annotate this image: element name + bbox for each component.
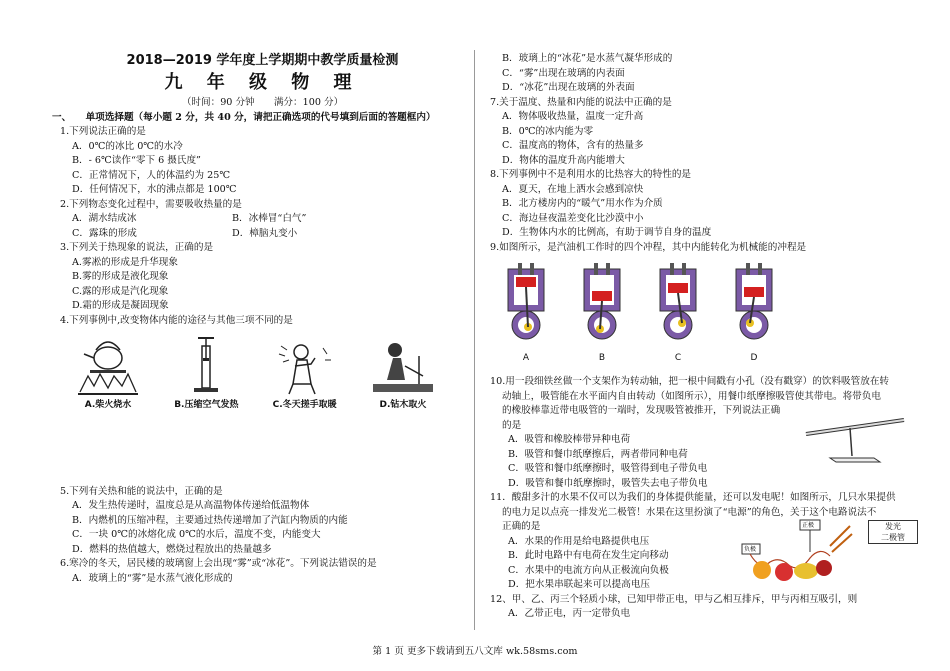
- q12-option-a: A．乙带正电，丙一定带负电: [508, 608, 631, 619]
- question-8: 8.下列事例中不是利用水的比热容大的特性的是: [490, 169, 692, 180]
- question-10-line-3: 的橡胶棒靠近带电吸管的一端时，发现吸管被推开，下列说法正确: [502, 405, 781, 416]
- q3-option-b: B.雾的形成是液化现象: [72, 271, 169, 282]
- question-1: 1.下列说法正确的是: [60, 126, 146, 137]
- q1-option-b: B．- 6℃读作“零下 6 摄氏度”: [72, 155, 201, 166]
- led-label-line-1: 发光: [885, 522, 901, 531]
- air-pump-icon: [168, 336, 244, 396]
- q10-option-a: A．吸管和橡胶棒带异种电荷: [508, 434, 631, 445]
- q11-option-a: A．水果的作用是给电路提供电压: [508, 535, 650, 547]
- q4-figures: [68, 336, 443, 413]
- q4-figure-b-caption: B.压缩空气发热: [174, 400, 239, 410]
- engine-stroke-d: [722, 261, 786, 365]
- question-4: 4.下列事例中,改变物体内能的途径与其他三项不同的是: [60, 314, 293, 326]
- question-11-line-3: 正确的是: [502, 521, 541, 532]
- positive-terminal-label: 正极: [802, 522, 815, 529]
- q11-option-d: D．把水果串联起来可以提高电压: [508, 579, 651, 590]
- q8-option-d: D．生物体内水的比例高，有助于调节自身的温度: [502, 227, 712, 238]
- exam-title: 2018—2019 学年度上学期期中教学质量检测: [126, 53, 399, 68]
- q8-option-a: A．夏天，在地上洒水会感到凉快: [502, 183, 644, 195]
- q4-figure-d-caption: D.钻木取火: [379, 400, 427, 410]
- left-column: [52, 52, 465, 586]
- question-9: 9.如图所示，是汽油机工作时的四个冲程，其中内能转化为机械能的冲程是: [490, 241, 807, 253]
- straw-pivot-figure: [800, 418, 910, 466]
- q8-option-c: C．海边昼夜温差变化比沙漠中小: [502, 212, 644, 224]
- q4-figure-c: [265, 336, 345, 413]
- q2-options-row-1: [72, 212, 465, 227]
- q7-option-b: B．0℃的冰内能为零: [502, 125, 594, 137]
- negative-terminal-label: 负极: [744, 546, 757, 553]
- section-1-heading: 一、 单项选择题（每小题 2 分，共 40 分，请把正确选项的代号填到后面的答题框内）: [52, 111, 436, 123]
- q3-option-d: D.霜的形成是凝固现象: [72, 300, 169, 311]
- q4-figure-a: [68, 336, 148, 413]
- engine-stroke-c: [646, 261, 710, 365]
- engine-cylinder-icon: [570, 261, 634, 345]
- q1-option-c: C．正常情况下，人的体温约为 25℃: [72, 169, 231, 181]
- question-10-line-2: 动轴上，吸管能在水平面内自由转动（如图所示），用餐巾纸摩擦吸管使其带电。将带负电: [502, 390, 881, 402]
- q5-option-c: C．一块 0℃的冰熔化成 0℃的水后，温度不变，内能变大: [72, 529, 321, 540]
- q3-option-a: A.雾凇的形成是升华现象: [72, 256, 178, 268]
- question-3: 3.下列关于热现象的说法，正确的是: [60, 242, 214, 253]
- question-7: 7.关于温度、热量和内能的说法中正确的是: [490, 96, 672, 108]
- exam-subject: 九 年 级 物 理: [164, 72, 361, 93]
- q9-engine-figures: [494, 261, 900, 365]
- q7-option-a: A．物体吸收热量，温度一定升高: [502, 111, 644, 122]
- fruit-battery-figure: [740, 516, 860, 586]
- question-12: 12、甲、乙、丙三个轻质小球，已知甲带正电，甲与乙相互排斥，甲与丙相互吸引，则: [490, 593, 858, 605]
- q11-option-c: C．水果中的电流方向从正极流向负极: [508, 564, 669, 576]
- q4-figure-a-caption: A.柴火烧水: [84, 400, 132, 410]
- q2-option-c: C．露珠的形成: [72, 227, 137, 239]
- question-5: 5.下列有关热和能的说法中，正确的是: [60, 485, 223, 497]
- q6-option-b: B．玻璃上的“冰花”是水蒸气凝华形成的: [502, 53, 673, 64]
- engine-stroke-a: [494, 261, 558, 365]
- q2-options-row-2: [72, 227, 465, 242]
- q10-option-b: B．吸管和餐巾纸摩擦后，两者带同种电荷: [508, 448, 688, 460]
- engine-stroke-b: [570, 261, 634, 365]
- engine-cylinder-icon: [722, 261, 786, 345]
- q6-option-d: D．“冰花”出现在玻璃的外表面: [502, 82, 635, 93]
- rubbing-hands-icon: [267, 336, 343, 396]
- q2-option-a: A．湖水结成冰: [72, 213, 137, 224]
- q4-figure-c-caption: C.冬天搓手取暖: [272, 400, 337, 410]
- engine-label-d: D: [750, 352, 758, 363]
- question-11-line-1: 11．酸甜多汁的水果不仅可以为我们的身体提供能量，还可以发电呢！如图所示，几只水果提供: [490, 492, 896, 503]
- kettle-fire-icon: [70, 336, 146, 396]
- exam-time-score: （时间：90 分钟 满分：100 分）: [181, 97, 344, 108]
- engine-cylinder-icon: [646, 261, 710, 345]
- q4-figure-d: [363, 336, 443, 413]
- q4-figure-b: [166, 336, 246, 413]
- q2-option-b: B．冰棒冒“白气”: [232, 213, 307, 224]
- question-10-line-4: 的是: [502, 419, 522, 431]
- q10-option-c: C．吸管和餐巾纸摩擦时，吸管得到电子带负电: [508, 463, 708, 474]
- drilling-wood-icon: [365, 336, 441, 396]
- q7-option-c: C．温度高的物体，含有的热量多: [502, 140, 644, 151]
- engine-label-c: C: [674, 352, 682, 363]
- q11-option-b: B．此时电路中有电荷在发生定向移动: [508, 550, 669, 561]
- q8-option-b: B．北方楼房内的“暖气”用水作为介质: [502, 198, 663, 209]
- q6-option-c: C．“雾”出现在玻璃的内表面: [502, 67, 625, 79]
- question-6: 6.寒冷的冬天，居民楼的玻璃窗上会出现“雾”或“冰花”。下列说法错误的是: [60, 558, 377, 569]
- spacer: [60, 417, 465, 485]
- q5-option-a: A．发生热传递时，温度总是从高温物体传递给低温物体: [72, 500, 310, 511]
- engine-cylinder-icon: [494, 261, 558, 345]
- q1-option-d: D．任何情况下，水的沸点都是 100℃: [72, 184, 237, 195]
- column-divider: [474, 50, 475, 630]
- q5-option-b: B．内燃机的压缩冲程，主要通过热传递增加了汽缸内物质的内能: [72, 514, 348, 526]
- led-label-line-2: 二极管: [881, 533, 905, 542]
- q10-option-d: D．吸管和餐巾纸摩擦时，吸管失去电子带负电: [508, 477, 708, 489]
- page-footer: 第 1 页 更多下载请到五八文库 wk.58sms.com: [372, 646, 578, 657]
- question-11-line-2: 的电力足以点亮一排发光二极管！水果在这里扮演了“电源”的角色，关于这个电路说法不: [502, 506, 877, 518]
- q7-option-d: D．物体的温度升高内能增大: [502, 154, 625, 166]
- q3-option-c: C.露的形成是汽化现象: [72, 285, 169, 297]
- q5-option-d: D．燃料的热值越大，燃烧过程放出的热量越多: [72, 543, 272, 555]
- q6-option-a: A．玻璃上的“雾”是水蒸气液化形成的: [72, 572, 233, 584]
- q2-option-d: D．樟脑丸变小: [232, 227, 298, 239]
- engine-label-a: A: [522, 352, 530, 363]
- question-2: 2.下列物态变化过程中，需要吸收热量的是: [60, 198, 242, 210]
- question-10-line-1: 10.用一段细铁丝做一个支架作为转动轴，把一根中间戳有小孔（没有戳穿）的饮料吸管放在转: [490, 376, 890, 387]
- led-label-box: [868, 520, 918, 544]
- q1-option-a: A．0℃的冰比 0℃的水冷: [72, 140, 183, 152]
- engine-label-b: B: [598, 352, 606, 363]
